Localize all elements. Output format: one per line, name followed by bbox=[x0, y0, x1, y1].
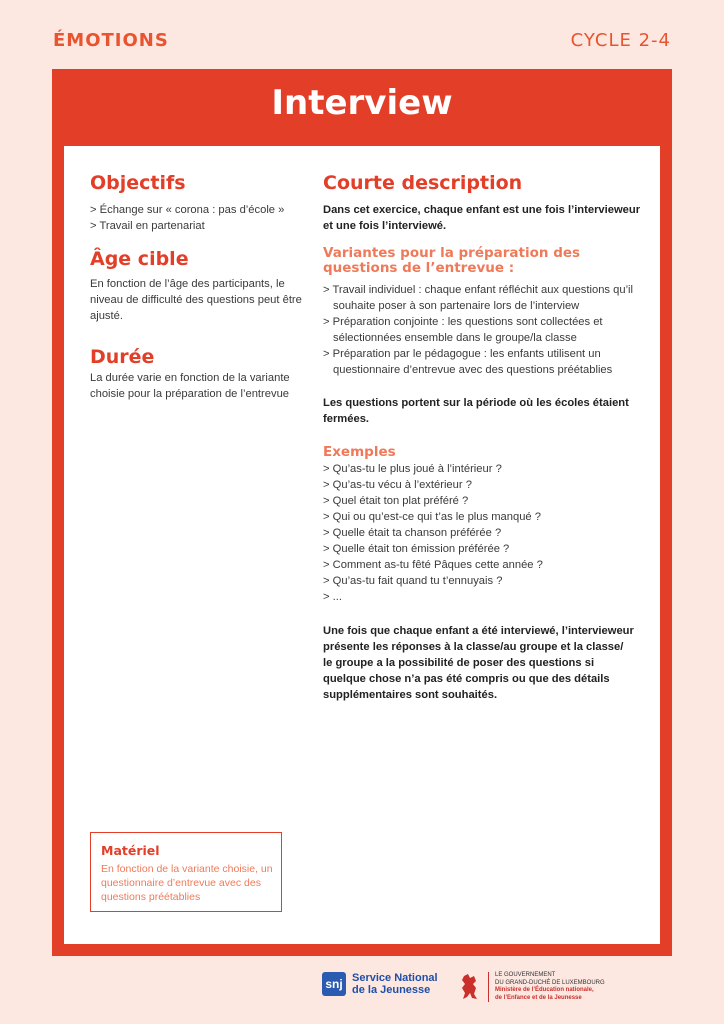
lion-icon bbox=[458, 972, 482, 1002]
divider bbox=[488, 972, 489, 1002]
exemples-heading: Exemples bbox=[323, 444, 396, 460]
duree-heading: Durée bbox=[90, 346, 155, 368]
variantes-heading: Variantes pour la préparation des questions de l’entrevue : bbox=[323, 245, 581, 276]
objectifs-list bbox=[90, 202, 310, 234]
exemple-item: > Quelle était ton émission préférée ? bbox=[323, 543, 510, 555]
category-label: ÉMOTIONS bbox=[53, 30, 169, 51]
final-text: Une fois que chaque enfant a été interviewé, l’intervieweur présente les réponses à la classe/au groupe et la classe/ le groupe a la possibilité de poser des questions si quelque chose n’a pas été compris ou que des détails supplémentaires sont souhaités. bbox=[323, 625, 634, 701]
gov-line1: LE GOUVERNEMENT bbox=[495, 972, 556, 978]
exemples-list bbox=[323, 461, 641, 605]
government-logo-block bbox=[458, 972, 605, 1002]
exemple-item: > Qu’as-tu le plus joué à l’intérieur ? bbox=[323, 463, 502, 475]
gov-line4: de l’Enfance et de la Jeunesse bbox=[495, 994, 582, 1001]
description-text: Dans cet exercice, chaque enfant est une fois l’intervieweur et une fois l’interviewé. bbox=[323, 204, 641, 232]
cycle-label: CYCLE 2-4 bbox=[570, 30, 671, 51]
duree-text: La durée varie en fonction de la variante choisie pour la préparation de l’entrevue bbox=[90, 372, 290, 400]
exemple-item: > Quel était ton plat préféré ? bbox=[323, 495, 469, 507]
content-panel bbox=[64, 146, 660, 944]
description-heading: Courte description bbox=[323, 172, 523, 194]
page-title: Interview bbox=[271, 83, 453, 123]
exemple-item: > Quelle était ta chanson préférée ? bbox=[323, 527, 502, 539]
variante-item: > Travail individuel : chaque enfant réfléchit aux questions qu’il souhaite poser à son partenaire lors de l’interview bbox=[323, 284, 634, 312]
variante-item: > Préparation par le pédagogue : les enfants utilisent un questionnaire d’entrevue avec des questions préétablies bbox=[323, 348, 613, 376]
questions-text: Les questions portent sur la période où les écoles étaient fermées. bbox=[323, 397, 629, 425]
age-heading: Âge cible bbox=[90, 248, 189, 270]
materiel-text: En fonction de la variante choisie, un questionnaire d’entrevue avec des questions préétablies bbox=[101, 863, 273, 903]
right-column bbox=[323, 172, 641, 703]
exemple-item: > Qu’as-tu fait quand tu t’ennuyais ? bbox=[323, 575, 503, 587]
objectifs-heading: Objectifs bbox=[90, 172, 186, 194]
snj-name-line1: Service National bbox=[352, 972, 438, 984]
variante-item: > Préparation conjointe : les questions sont collectées et sélectionnées ensemble dans le groupe/la classe bbox=[323, 316, 603, 344]
age-text: En fonction de l’âge des participants, le niveau de difficulté des questions peut être ajusté. bbox=[90, 278, 302, 322]
exemple-item: > ... bbox=[323, 591, 342, 603]
exemple-item: > Qu’as-tu vécu à l’extérieur ? bbox=[323, 479, 472, 491]
exemple-item: > Comment as-tu fêté Pâques cette année ? bbox=[323, 559, 543, 571]
objectif-item: > Échange sur « corona : pas d’école » bbox=[90, 204, 285, 216]
variantes-list bbox=[323, 282, 641, 378]
left-column bbox=[90, 172, 310, 402]
activity-card bbox=[52, 69, 672, 956]
gov-line2: DU GRAND-DUCHÉ DE LUXEMBOURG bbox=[495, 979, 605, 986]
materiel-heading: Matériel bbox=[101, 843, 160, 858]
snj-logo-icon: snj bbox=[322, 972, 346, 996]
materiel-box bbox=[90, 832, 282, 912]
gov-line3: Ministère de l’Éducation nationale, bbox=[495, 987, 594, 993]
exemple-item: > Qui ou qu’est-ce qui t’as le plus manqué ? bbox=[323, 511, 541, 523]
objectif-item: > Travail en partenariat bbox=[90, 220, 205, 232]
snj-logo-block bbox=[322, 972, 438, 996]
snj-name-line2: de la Jeunesse bbox=[352, 984, 431, 996]
